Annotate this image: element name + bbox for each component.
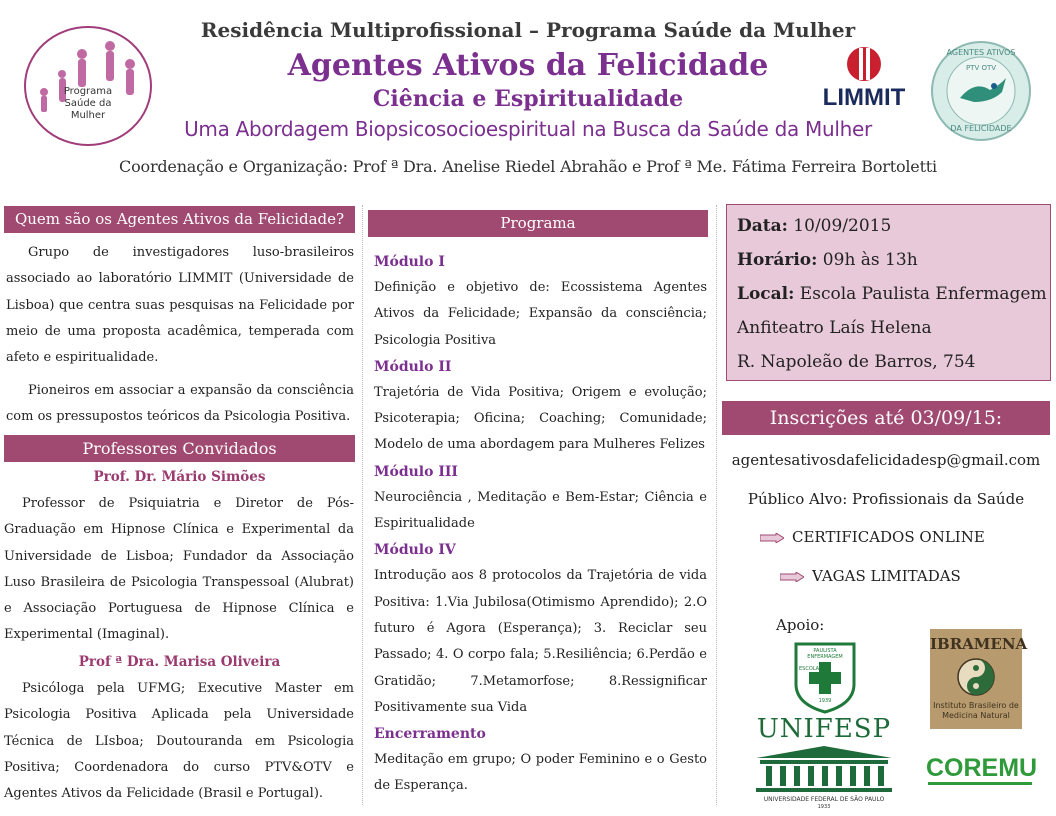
unifesp-wordmark: UNIFESP [756, 714, 892, 744]
seal-mid-text: PTV OTV [965, 64, 997, 72]
target-audience: Público Alvo: Profissionais da Saúde [747, 490, 1025, 508]
module-2-title: Módulo II [374, 358, 452, 375]
event-info-box [726, 204, 1051, 381]
contact-email[interactable]: agentesativosdafelicidadesp@gmail.com [731, 451, 1041, 469]
bullet-certificates-text: CERTIFICADOS ONLINE [792, 528, 985, 546]
bullet-vacancies [780, 567, 961, 585]
bullet-certificates [760, 528, 985, 546]
arrow-right-icon [780, 572, 804, 582]
address: R. Napoleão de Barros, 754 [737, 352, 976, 372]
arrow-right-icon [760, 533, 784, 543]
place-value: Escola Paulista Enfermagem [794, 284, 1047, 304]
coremu-logo [926, 754, 1036, 788]
limmit-wordmark: LIMMIT [822, 84, 906, 111]
column-divider-left [362, 205, 363, 805]
page-subtitle: Ciência e Espiritualidade [372, 86, 684, 112]
module-4-title: Módulo IV [374, 542, 456, 559]
page-tagline: Uma Abordagem Biopsicosocioespiritual na Busca da Saúde da Mulher [184, 117, 872, 141]
programa-logo-line2: Saúde da Mulher [64, 98, 112, 121]
module-3-text: Neurociência , Meditação e Bem-Estar; Ciência e Espiritualidade [374, 489, 707, 532]
module-2-text: Trajetória de Vida Positiva; Origem e evolução; Psicoterapia; Oficina; Coaching; Comunidade; Modelo de uma abordagem para Mulheres Felizes [374, 384, 707, 453]
escola-seal-word: ESCOLA [799, 666, 820, 672]
date-value: 10/09/2015 [787, 216, 892, 236]
coremu-wordmark: COREMU [926, 754, 1038, 782]
limmit-logo [818, 42, 910, 122]
place-label: Local: [737, 284, 795, 304]
prof1-bio: Professor de Psiquiatria e Diretor de Pós-Graduação em Hipnose Clínica e Experimental da Universidade de Lisboa; Fundador da Associação Luso Brasileira de Psicologia Transpessoal (Alubrat) e Associação Portuguesa de Hipnose Clínica e Experimental (Imaginal). [4, 496, 354, 643]
who-section-header: Quem são os Agentes Ativos da Felicidade? [4, 206, 355, 233]
coremu-underline [928, 782, 1032, 785]
module-1-title: Módulo I [374, 254, 445, 270]
support-label: Apoio: [776, 616, 825, 634]
closing-title: Encerramento [374, 726, 486, 743]
who-paragraph-1: Grupo de investigadores luso-brasileiros associado ao laboratório LIMMIT (Universidade de Lisboa) que centra suas pesquisas na Felicidade por meio de uma proposta acadêmica, temperada com afeto e espiritualidade. [6, 245, 354, 366]
programa-logo-line1: Programa [63, 86, 113, 97]
seal-bottom-text: DA FELICIDADE [950, 124, 1012, 133]
coordination-line: Coordenação e Organização: Prof ª Dra. Anelise Riedel Abrahão e Prof ª Me. Fátima Ferreira Bortoletti [119, 157, 937, 176]
escola-paulista-seal [792, 640, 858, 714]
module-4-text: Introdução aos 8 protocolos da Trajetória de vida Positiva: 1.Via Jubilosa(Otimismo Aprendido); 2.O futuro é Agora (Esperança); 3. Reciclar seu Passado; 4. O corpo fala; 5.Resiliência; 6.Perdão e Gratidão; 7.Metamorfose; 8.Ressignificar Positivamente sua Vida [374, 568, 707, 715]
program-content [374, 249, 707, 800]
prof2-bio: Psicóloga pela UFMG; Executive Master em Psicologia Positiva Aplicada pela Universidade Técnica de LIsboa; Doutouranda em Psicologia Positiva; Coordenadora do curso PTV&OTV e Agentes Ativos da Felicidade (Brasil e Portugal). [4, 681, 354, 802]
unifesp-logo [752, 714, 896, 814]
who-paragraph-2: Pioneiros em associar a expansão da consciência com os pressupostos teóricos da Psicologia Positiva. [6, 383, 354, 425]
prof1-name: Prof. Dr. Mário Simões [93, 469, 266, 485]
unifesp-subtitle: UNIVERSIDADE FEDERAL DE SÃO PAULO [763, 796, 885, 803]
unifesp-year: 1933 [817, 804, 831, 810]
date-label: Data: [737, 216, 788, 236]
agentes-ativos-seal [930, 40, 1032, 142]
guests-section-header: Professores Convidados [4, 435, 355, 462]
module-1-text: Definição e objetivo de: Ecossistema Agentes Ativos da Felicidade; Expansão da consciência; Psicologia Positiva [374, 280, 707, 348]
ibramena-subtitle: Instituto Brasileiro de Medicina Natural [933, 701, 1019, 720]
module-3-title: Módulo III [374, 463, 458, 480]
escola-seal-banner: PAULISTA ENFERMAGEM [807, 648, 843, 660]
registration-header: Inscrições até 03/09/15: [722, 401, 1050, 435]
program-section-header: Programa [368, 210, 708, 237]
escola-seal-year: 1939 [818, 698, 832, 704]
seal-top-text: AGENTES ATIVOS [946, 48, 1016, 57]
room-name: Anfiteatro Laís Helena [737, 318, 932, 338]
page-title: Agentes Ativos da Felicidade [287, 48, 769, 83]
ibramena-logo [930, 629, 1028, 729]
prof2-name: Prof ª Dra. Marisa Oliveira [78, 654, 281, 670]
time-label: Horário: [737, 250, 818, 270]
bullet-vacancies-text: VAGAS LIMITADAS [812, 567, 961, 585]
header-line1: Residência Multiprofissional – Programa Saúde da Mulher [200, 18, 856, 42]
column-divider-right [716, 205, 717, 805]
closing-text: Meditação em grupo; O poder Feminino e o Gesto de Esperança. [374, 752, 707, 794]
time-value: 09h às 13h [817, 250, 918, 270]
ibramena-wordmark: IBRAMENA [930, 635, 1028, 653]
